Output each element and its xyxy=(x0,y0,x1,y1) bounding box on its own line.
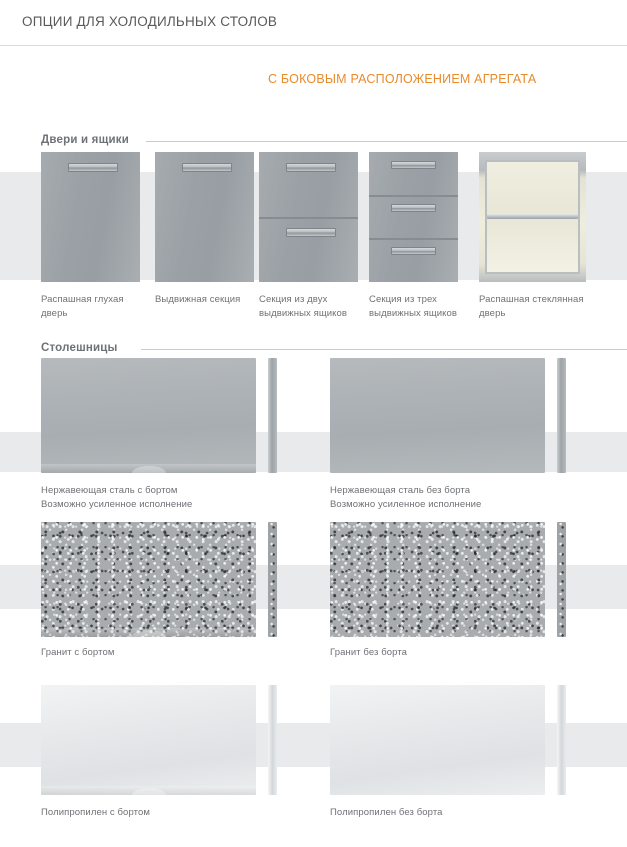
handle-icon xyxy=(487,214,578,219)
section-heading-countertops xyxy=(41,342,118,354)
product-caption-poly-no-edge xyxy=(330,806,570,820)
caption-line-1: Гранит с бортом xyxy=(41,647,115,658)
handle-icon xyxy=(68,163,118,172)
product-tile-door-hinged-solid[interactable] xyxy=(41,152,140,282)
drawer-divider xyxy=(369,195,458,197)
product-caption-drawers-three: Секция из трех выдвижных ящиков xyxy=(369,294,458,319)
product-edge-poly-with-edge xyxy=(268,685,277,795)
product-caption-drawers-two: Секция из двух выдвижных ящиков xyxy=(259,294,348,319)
edge-notch xyxy=(132,466,166,473)
product-edge-steel-with-edge xyxy=(268,358,277,473)
door-panel xyxy=(369,152,458,282)
section-heading-countertops-text: Столешницы xyxy=(41,342,118,354)
handle-icon xyxy=(391,247,436,255)
section-heading-doors xyxy=(41,134,129,146)
drawer-divider xyxy=(259,217,358,219)
product-tile-drawers-two[interactable] xyxy=(259,152,358,282)
handle-icon xyxy=(286,163,336,172)
edge-notch xyxy=(132,788,166,795)
section-heading-rule xyxy=(146,141,627,142)
product-tile-door-hinged-glass[interactable] xyxy=(479,152,586,282)
caption-line-1: Нержавеющая сталь с бортом xyxy=(41,485,178,496)
product-edge-granite-with-edge xyxy=(268,522,277,637)
header-divider xyxy=(0,45,627,46)
caption-line-2: Возможно усиленное исполнение xyxy=(41,499,193,510)
product-tile-granite-with-edge[interactable] xyxy=(41,522,256,637)
caption-line-1: Полипропилен без борта xyxy=(330,807,443,818)
product-caption-door-hinged-glass: Распашная стеклянная дверь xyxy=(479,294,584,319)
handle-icon xyxy=(391,204,436,212)
handle-icon xyxy=(286,228,336,237)
drawer-divider xyxy=(369,238,458,240)
product-tile-poly-with-edge[interactable] xyxy=(41,685,256,795)
edge-notch xyxy=(132,630,166,637)
section-heading-rule xyxy=(141,349,627,350)
handle-icon xyxy=(391,161,436,169)
product-caption-door-hinged-solid: Распашная глухая дверь xyxy=(41,294,124,319)
product-caption-drawer-single: Выдвижная секция xyxy=(155,294,241,305)
product-tile-drawers-three[interactable] xyxy=(369,152,458,282)
product-caption-granite-no-edge xyxy=(330,646,570,660)
product-caption-steel-with-edge xyxy=(41,484,281,512)
product-tile-poly-no-edge[interactable] xyxy=(330,685,545,795)
product-tile-steel-no-edge[interactable] xyxy=(330,358,545,473)
product-edge-poly-no-edge xyxy=(557,685,566,795)
product-tile-drawer-single[interactable] xyxy=(155,152,254,282)
product-edge-granite-no-edge xyxy=(557,522,566,637)
section-heading-doors-text: Двери и ящики xyxy=(41,134,129,146)
product-caption-poly-with-edge xyxy=(41,806,281,820)
product-tile-granite-no-edge[interactable] xyxy=(330,522,545,637)
product-tile-steel-with-edge[interactable] xyxy=(41,358,256,473)
product-caption-steel-no-edge xyxy=(330,484,570,512)
caption-line-1: Нержавеющая сталь без борта xyxy=(330,485,471,496)
caption-line-1: Полипропилен с бортом xyxy=(41,807,150,818)
section-subheading: С БОКОВЫМ РАСПОЛОЖЕНИЕМ АГРЕГАТА xyxy=(268,72,537,86)
handle-icon xyxy=(182,163,232,172)
page-title: ОПЦИИ ДЛЯ ХОЛОДИЛЬНЫХ СТОЛОВ xyxy=(22,14,278,29)
caption-line-1: Гранит без борта xyxy=(330,647,408,658)
product-edge-steel-no-edge xyxy=(557,358,566,473)
product-caption-granite-with-edge xyxy=(41,646,281,660)
caption-line-2: Возможно усиленное исполнение xyxy=(330,499,482,510)
